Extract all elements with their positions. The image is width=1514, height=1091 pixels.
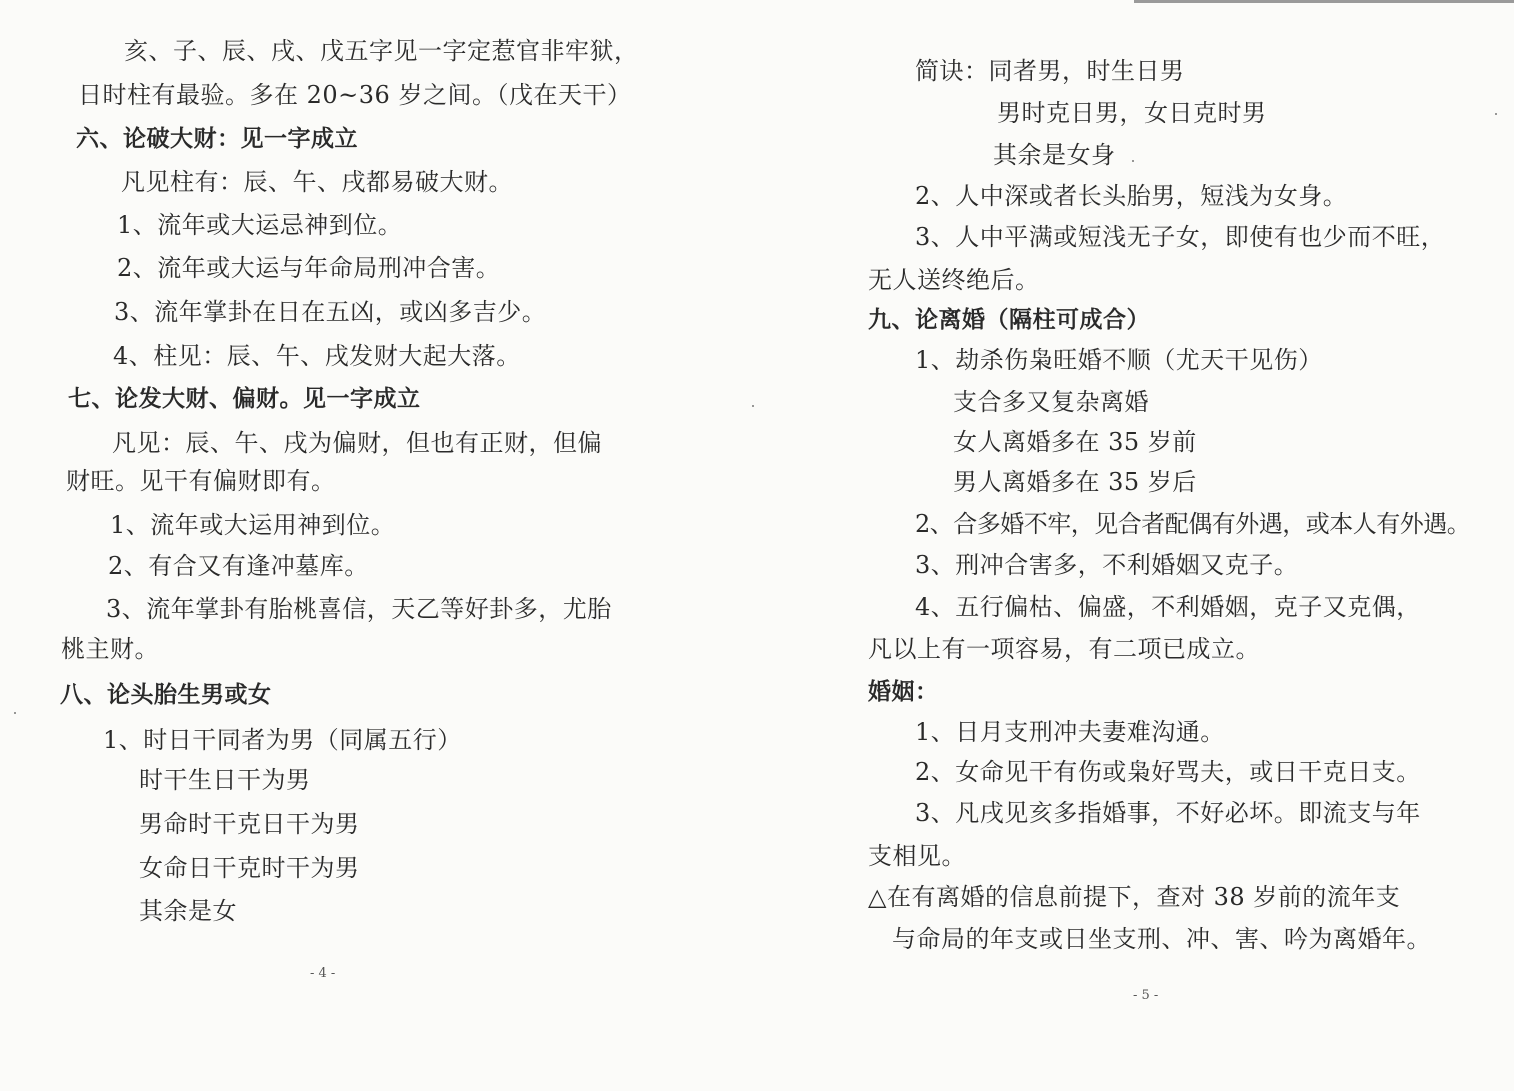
section-heading-6: 六、论破大财：见一字成立: [76, 126, 358, 152]
text-line: 桃主财。: [61, 635, 159, 663]
text-line: 时干生日干为男: [139, 766, 311, 794]
right-page: [757, 0, 1514, 1091]
text-line: 支相见。: [868, 842, 966, 870]
section-heading-7: 七、论发大财、偏财。见一字成立: [68, 386, 421, 412]
text-line: 凡见：辰、午、戌为偏财，但也有正财，但偏: [112, 429, 602, 457]
scan-speck: [752, 405, 754, 407]
list-item: 2、有合又有逢冲墓库。: [108, 552, 369, 580]
text-line: 无人送终绝后。: [868, 266, 1040, 294]
list-item: 2、流年或大运与年命局刑冲合害。: [117, 254, 501, 282]
text-line: 财旺。见干有偏财即有。: [66, 467, 336, 495]
note-line: △在有离婚的信息前提下，查对 38 岁前的流年支: [868, 883, 1401, 911]
list-item: 4、柱见：辰、午、戌发财大起大落。: [113, 342, 521, 370]
list-item: 2、女命见干有伤或枭好骂夫，或日干克日支。: [915, 758, 1421, 786]
list-item: 1、时日干同者为男（同属五行）: [103, 726, 462, 754]
list-item: 3、凡戌见亥多指婚事，不好必坏。即流支与年: [915, 799, 1421, 827]
text-line: 亥、子、辰、戌、戊五字见一字定惹官非牢狱，: [124, 37, 639, 65]
text-line: 其余是女身: [993, 141, 1116, 169]
list-item: 3、人中平满或短浅无子女，即使有也少而不旺，: [915, 223, 1446, 251]
section-heading-9: 九、论离婚（隔柱可成合）: [868, 307, 1150, 333]
text-line: 男时克日男，女日克时男: [997, 99, 1267, 127]
list-item: 2、合多婚不牢，见合者配偶有外遇，或本人有外遇。: [915, 510, 1471, 538]
list-item: 1、流年或大运用神到位。: [110, 511, 396, 539]
text-line: 其余是女: [139, 897, 237, 925]
list-item: 3、流年掌卦有胎桃喜信，天乙等好卦多，尤胎: [106, 595, 612, 623]
subheading-marriage: 婚姻：: [868, 679, 939, 705]
list-item: 2、人中深或者长头胎男，短浅为女身。: [915, 182, 1348, 210]
scan-speck: [1495, 113, 1497, 115]
page-number: - 4 -: [310, 966, 336, 981]
scan-speck: [14, 712, 16, 714]
scan-speck: [1132, 160, 1134, 162]
text-line: 男命时干克日干为男: [139, 810, 360, 838]
list-item: 4、五行偏枯、偏盛，不利婚姻，克子又克偶，: [915, 593, 1421, 621]
text-line: 女人离婚多在 35 岁前: [953, 428, 1197, 456]
list-item: 1、日月支刑冲夫妻难沟通。: [915, 718, 1225, 746]
text-line: 男人离婚多在 35 岁后: [953, 468, 1197, 496]
text-line: 凡见柱有：辰、午、戌都易破大财。: [121, 168, 513, 196]
list-item: 3、刑冲合害多，不利婚姻又克子。: [915, 551, 1299, 579]
page-number: - 5 -: [1133, 988, 1159, 1003]
text-line: 女命日干克时干为男: [139, 854, 360, 882]
list-item: 1、流年或大运忌神到位。: [117, 211, 403, 239]
text-line: 简诀：同者男，时生日男: [915, 57, 1185, 85]
section-heading-8: 八、论头胎生男或女: [60, 682, 272, 708]
note-line: 与命局的年支或日坐支刑、冲、害、吟为离婚年。: [892, 925, 1431, 953]
text-line: 凡以上有一项容易，有二项已成立。: [868, 635, 1260, 663]
list-item: 3、流年掌卦在日在五凶，或凶多吉少。: [114, 298, 547, 326]
text-line: 日时柱有最验。多在 20~36 岁之间。（戊在天干）: [78, 81, 632, 109]
scan-edge: [1134, 0, 1514, 3]
text-line: 支合多又复杂离婚: [953, 388, 1149, 416]
list-item: 1、劫杀伤枭旺婚不顺（尤天干见伤）: [915, 346, 1323, 374]
